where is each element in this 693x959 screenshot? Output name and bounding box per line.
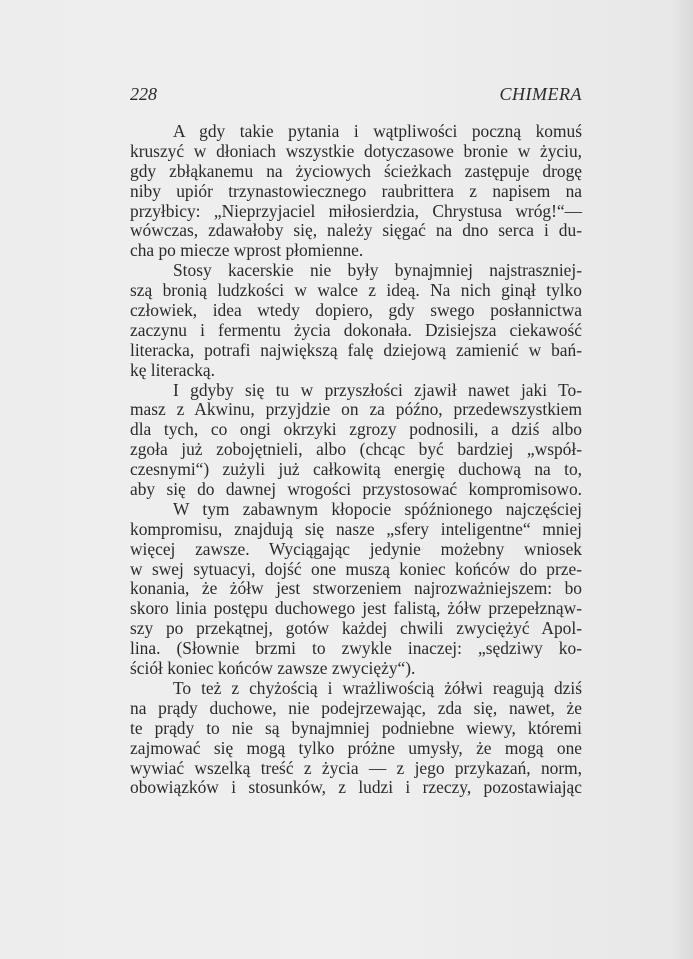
text-line: kompromisu, znajdują się nasze „sfery inteligentne“ mniej	[130, 518, 582, 539]
text-line: dla tych, co ongi okrzyki zgrozy podnosili, a dziś albo	[130, 419, 582, 440]
text-line: w swej sytuacyi, dojść one muszą koniec końców do prze-	[130, 558, 582, 579]
paragraph	[130, 261, 582, 380]
text-line: masz z Akwinu, przyjdzie on za późno, przedewszystkiem	[130, 399, 582, 420]
text-line: literacka, potrafi największą falę dziejową zamienić w bań-	[130, 339, 582, 360]
text-line: niby upiór trzynastowiecznego raubrittera z napisem na	[130, 180, 582, 201]
text-line: kruszyć w dłoniach wszystkie dotyczasowe bronie w życiu,	[130, 140, 582, 161]
text-line: kę literacką.	[130, 359, 215, 380]
text-line: W tym zabawnym kłopocie spóźnionego najczęściej	[173, 498, 582, 519]
page-number: 228	[130, 84, 157, 104]
text-line: wówczas, zdawałoby się, należy sięgać na dno serca i du-	[130, 220, 582, 241]
text-line: na prądy duchowe, nie podejrzewając, zda się, nawet, że	[130, 697, 582, 718]
text-line: A gdy takie pytania i wątpliwości poczną komuś	[173, 121, 582, 141]
text-line: I gdyby się tu w przyszłości zjawił nawet jaki To-	[173, 379, 582, 400]
text-line: obowiązków i stosunków, z ludzi i rzeczy, pozostawiając	[130, 777, 582, 798]
text-line: cha po miecze wprost płomienne.	[130, 240, 364, 261]
text-line: lina. (Słownie brzmi to zwykle inaczej: „sędziwy ko-	[130, 638, 582, 659]
text-line: więcej zawsze. Wyciągając jedynie możebny wniosek	[130, 538, 582, 559]
text-line: Stosy kacerskie nie były bynajmniej najstraszniej-	[173, 260, 582, 281]
text-line: czesnymi“) zużyli już całkowitą energię duchową na to,	[130, 459, 582, 480]
text-line: szą bronią ludzkości w walce z ideą. Na nich ginął tylko	[130, 280, 582, 301]
page-header	[130, 84, 582, 108]
paragraph	[130, 679, 582, 798]
text-line: zaczynu i fermentu życia dokonała. Dzisiejsza ciekawość	[130, 319, 582, 340]
text-line: szy po przekątnej, gotów każdej chwili zwyciężyć Apol-	[130, 618, 582, 639]
text-line: człowiek, idea wtedy dopiero, gdy swego posłannictwa	[130, 300, 582, 321]
text-line: ściół koniec końców zawsze zwycięży“).	[130, 658, 416, 679]
text-line: wywiać wszelką treść z życia — z jego przykazań, norm,	[130, 757, 582, 778]
running-title: CHIMERA	[499, 84, 582, 104]
paragraph	[130, 500, 582, 679]
text-line: zajmować się mogą tylko próżne umysły, że mogą one	[130, 737, 582, 758]
text-line: zgoła już zobojętnieli, albo (chcąc być bardziej „współ-	[130, 439, 582, 460]
body-text	[130, 122, 582, 798]
text-line: skoro linia postępu duchowego jest falistą, żółw przepełznąw-	[130, 598, 582, 619]
text-line: te prądy to nie są bynajmniej podniebne wiewy, któremi	[130, 717, 582, 738]
text-line: To też z chyżością i wrażliwością żółwi reagują dziś	[173, 677, 582, 698]
text-line: gdy zbłąkanemu na życiowych ścieżkach zastępuje drogę	[130, 160, 582, 181]
text-line: konania, że żółw jest stworzeniem najrozważniejszem: bo	[130, 578, 582, 599]
paragraph	[130, 122, 582, 261]
text-line: przyłbicy: „Nieprzyjaciel miłosierdzia, Chrystusa wróg!“—	[130, 200, 582, 221]
text-line: aby się do dawnej wrogości przystosować kompromisowo.	[130, 479, 582, 500]
paragraph	[130, 381, 582, 500]
